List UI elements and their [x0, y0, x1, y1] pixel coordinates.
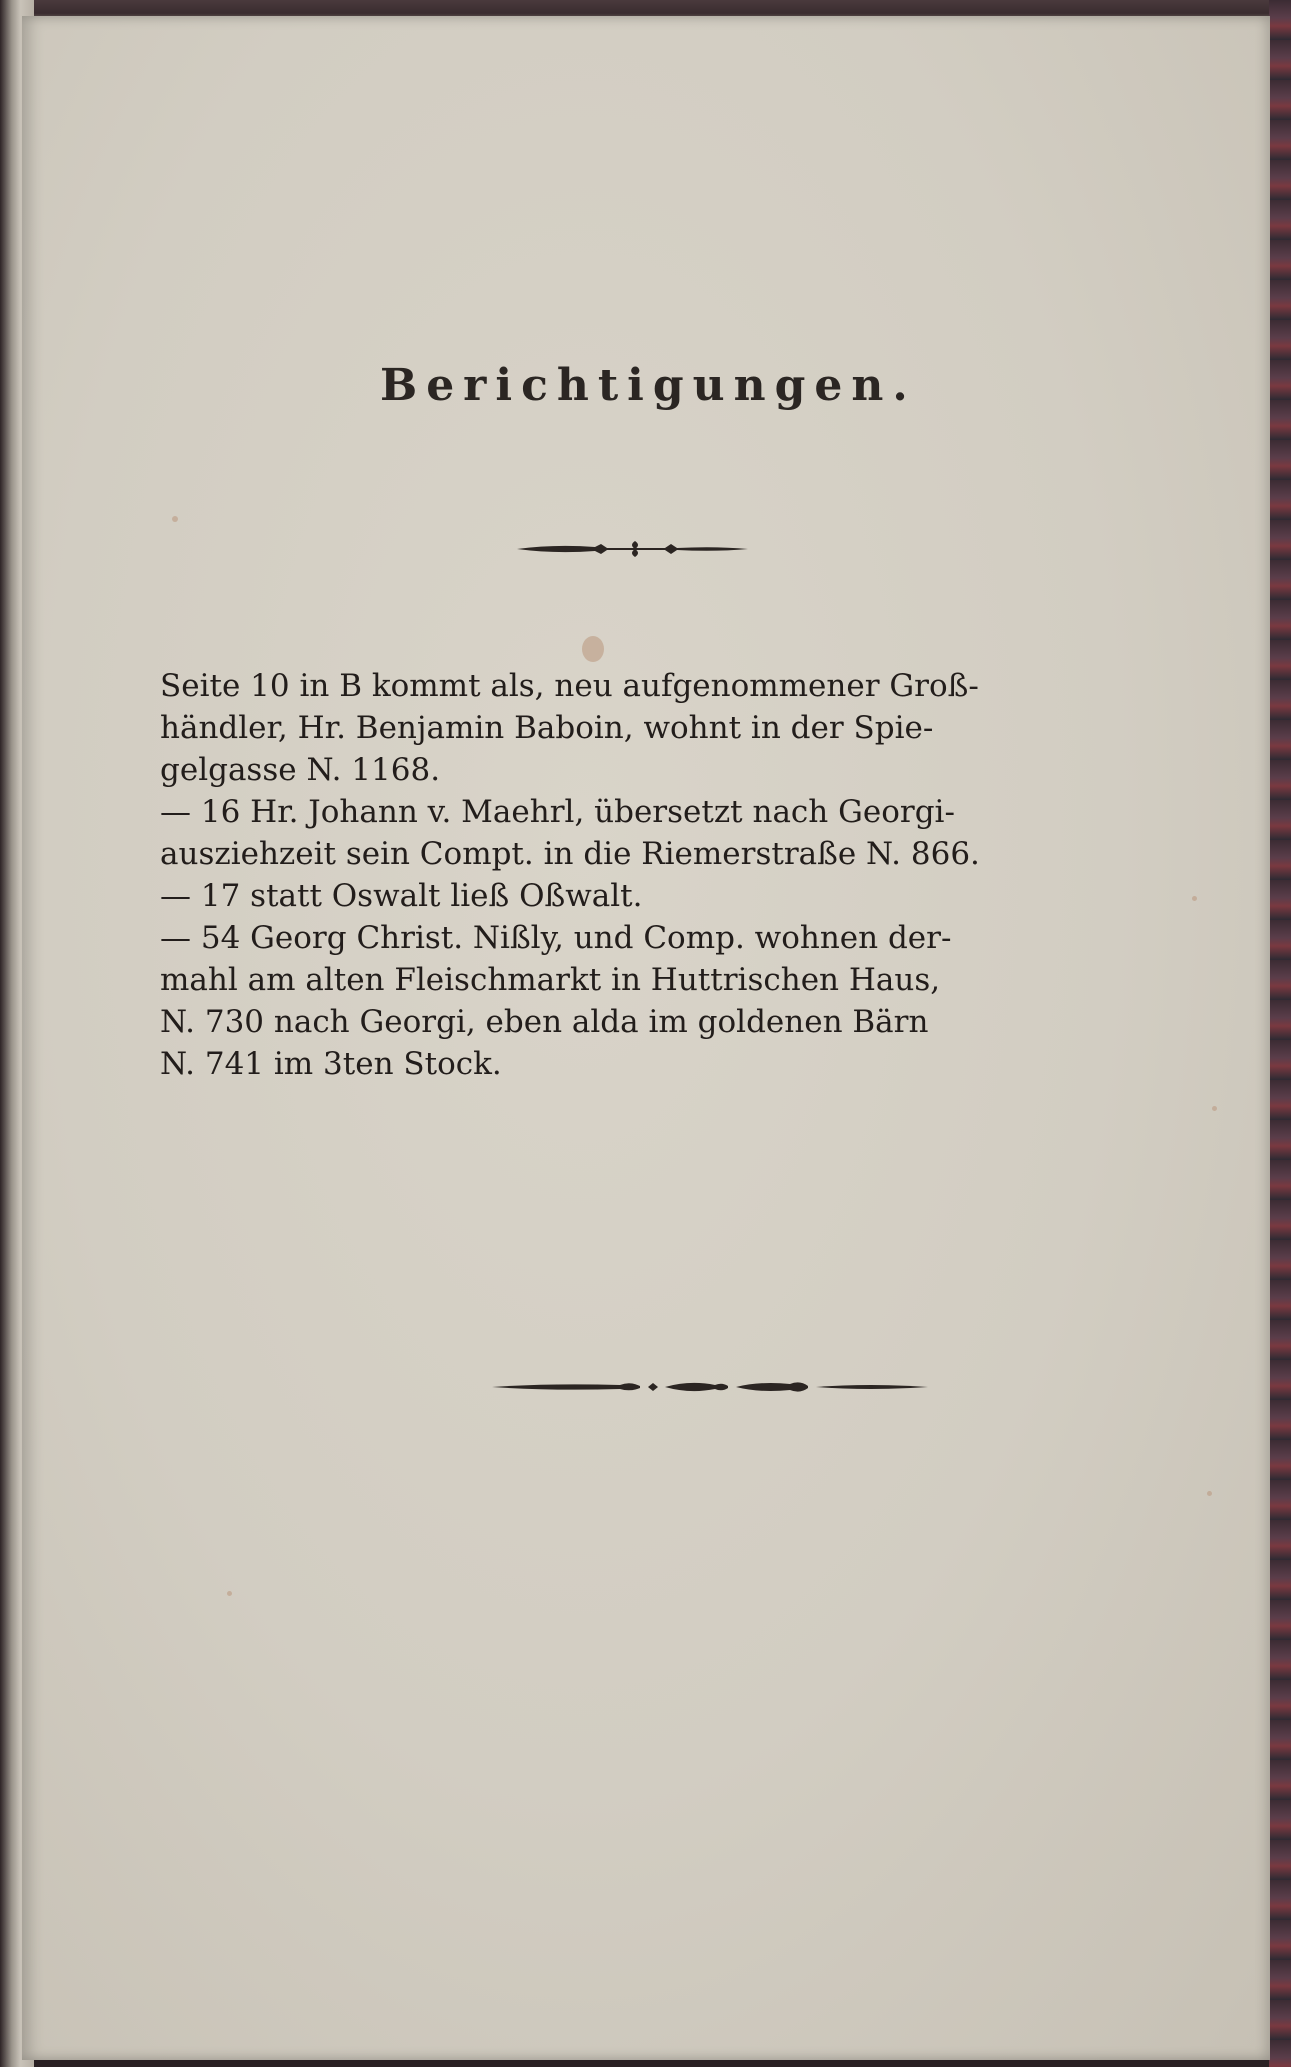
errata-line: — 17 statt Oswalt ließ Oßwalt.: [160, 878, 643, 914]
ornament-rule-top: [515, 535, 750, 563]
errata-line: händler, Hr. Benjamin Baboin, wohnt in der Spie-: [160, 710, 934, 746]
errata-line: gelgasse N. 1168.: [160, 752, 441, 788]
errata-line: — 16 Hr. Johann v. Maehrl, übersetzt nach Georgi-: [160, 794, 955, 830]
errata-line: ausziehzeit sein Compt. in die Riemerstraße N. 866.: [160, 836, 980, 872]
errata-line: Seite 10 in B kommt als, neu aufgenommener Groß-: [160, 668, 979, 704]
ornament-rule-bottom: [490, 1372, 930, 1402]
errata-entry: [160, 917, 1120, 1085]
errata-line: mahl am alten Fleischmarkt in Huttrischen Haus,: [160, 962, 941, 998]
book-binding-right: [1269, 0, 1291, 2067]
errata-line: — 54 Georg Christ. Nißly, und Comp. wohnen der-: [160, 920, 952, 956]
page-heading: Berichtigungen.: [380, 360, 917, 411]
errata-line: N. 730 nach Georgi, eben alda im goldenen Bärn: [160, 1004, 929, 1040]
errata-line: N. 741 im 3ten Stock.: [160, 1046, 502, 1082]
errata-entry: [160, 791, 1120, 875]
errata-entry: [160, 875, 1120, 917]
errata-list: [160, 665, 1120, 1085]
errata-entry: [160, 665, 1120, 791]
